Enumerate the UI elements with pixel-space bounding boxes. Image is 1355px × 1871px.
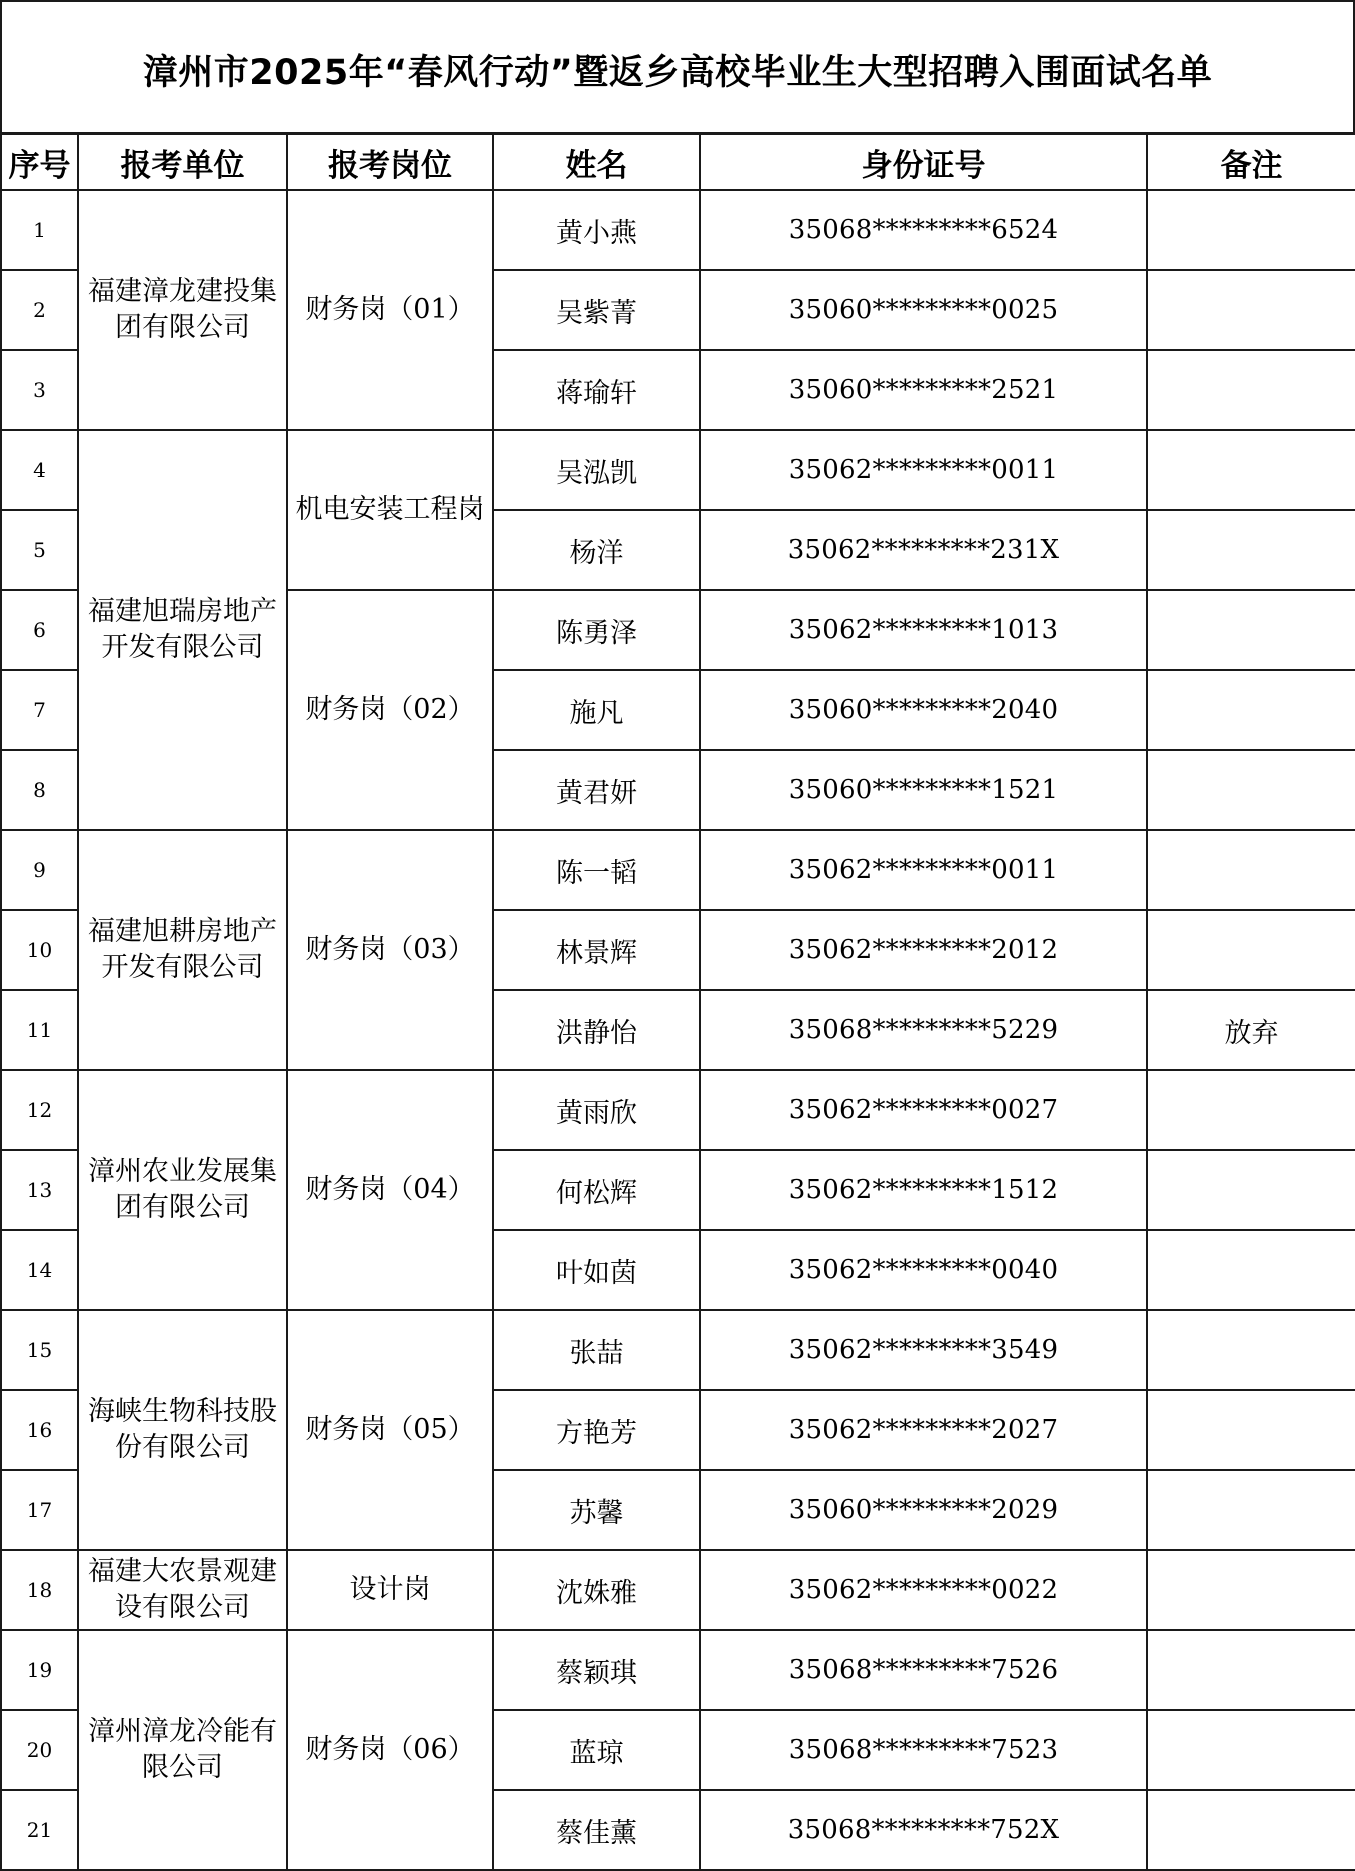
post-cell: 财务岗（01） <box>287 190 493 430</box>
name-cell: 蔡颖琪 <box>493 1630 700 1710</box>
header-row <box>1 134 1355 190</box>
id-cell: 35068*********7523 <box>700 1710 1147 1790</box>
id-cell: 35062*********0040 <box>700 1230 1147 1310</box>
row-number: 5 <box>1 510 78 590</box>
name-cell: 吴紫菁 <box>493 270 700 350</box>
id-cell: 35060*********2521 <box>700 350 1147 430</box>
post-cell: 财务岗（06） <box>287 1630 493 1870</box>
row-number: 21 <box>1 1790 78 1870</box>
note-cell <box>1147 750 1355 830</box>
name-cell: 张喆 <box>493 1310 700 1390</box>
row-number: 14 <box>1 1230 78 1310</box>
id-cell: 35062*********1512 <box>700 1150 1147 1230</box>
row-number: 11 <box>1 990 78 1070</box>
unit-cell: 福建大农景观建设有限公司 <box>78 1550 287 1630</box>
table-row <box>1 830 1355 910</box>
row-number: 18 <box>1 1550 78 1630</box>
note-cell <box>1147 1470 1355 1550</box>
post-cell: 财务岗（04） <box>287 1070 493 1310</box>
row-number: 10 <box>1 910 78 990</box>
row-number: 9 <box>1 830 78 910</box>
row-number: 1 <box>1 190 78 270</box>
name-cell: 苏馨 <box>493 1470 700 1550</box>
row-number: 17 <box>1 1470 78 1550</box>
note-cell <box>1147 1710 1355 1790</box>
row-number: 7 <box>1 670 78 750</box>
unit-cell: 福建旭耕房地产开发有限公司 <box>78 830 287 1070</box>
post-cell: 财务岗（02） <box>287 590 493 830</box>
id-cell: 35068*********6524 <box>700 190 1147 270</box>
name-cell: 洪静怡 <box>493 990 700 1070</box>
table-row <box>1 1310 1355 1390</box>
row-number: 16 <box>1 1390 78 1470</box>
row-number: 8 <box>1 750 78 830</box>
unit-cell: 漳州漳龙冷能有限公司 <box>78 1630 287 1870</box>
page-title: 漳州市2025年“春风行动”暨返乡高校毕业生大型招聘入围面试名单 <box>142 53 1213 93</box>
note-cell <box>1147 190 1355 270</box>
unit-cell: 福建漳龙建投集团有限公司 <box>78 190 287 430</box>
id-cell: 35062*********0022 <box>700 1550 1147 1630</box>
note-cell <box>1147 350 1355 430</box>
name-cell: 吴泓凯 <box>493 430 700 510</box>
id-cell: 35062*********0011 <box>700 830 1147 910</box>
name-cell: 何松辉 <box>493 1150 700 1230</box>
header-name: 姓名 <box>493 134 700 190</box>
table-row <box>1 430 1355 510</box>
name-cell: 黄雨欣 <box>493 1070 700 1150</box>
interview-roster-table <box>0 133 1355 1871</box>
unit-cell: 漳州农业发展集团有限公司 <box>78 1070 287 1310</box>
row-number: 3 <box>1 350 78 430</box>
id-cell: 35062*********231X <box>700 510 1147 590</box>
unit-cell: 海峡生物科技股份有限公司 <box>78 1310 287 1550</box>
post-cell: 财务岗（03） <box>287 830 493 1070</box>
note-cell <box>1147 430 1355 510</box>
row-number: 2 <box>1 270 78 350</box>
name-cell: 叶如茵 <box>493 1230 700 1310</box>
note-cell <box>1147 510 1355 590</box>
post-cell: 设计岗 <box>287 1550 493 1630</box>
id-cell: 35060*********2029 <box>700 1470 1147 1550</box>
id-cell: 35060*********1521 <box>700 750 1147 830</box>
header-unit: 报考单位 <box>78 134 287 190</box>
note-cell <box>1147 830 1355 910</box>
header-post: 报考岗位 <box>287 134 493 190</box>
name-cell: 方艳芳 <box>493 1390 700 1470</box>
row-number: 19 <box>1 1630 78 1710</box>
row-number: 13 <box>1 1150 78 1230</box>
id-cell: 35062*********2012 <box>700 910 1147 990</box>
note-cell <box>1147 1070 1355 1150</box>
row-number: 12 <box>1 1070 78 1150</box>
header-note: 备注 <box>1147 134 1355 190</box>
id-cell: 35062*********0011 <box>700 430 1147 510</box>
note-cell <box>1147 670 1355 750</box>
note-cell <box>1147 590 1355 670</box>
row-number: 20 <box>1 1710 78 1790</box>
id-cell: 35060*********0025 <box>700 270 1147 350</box>
name-cell: 沈姝雅 <box>493 1550 700 1630</box>
row-number: 4 <box>1 430 78 510</box>
row-number: 6 <box>1 590 78 670</box>
header-no: 序号 <box>1 134 78 190</box>
unit-cell: 福建旭瑞房地产开发有限公司 <box>78 430 287 830</box>
name-cell: 陈勇泽 <box>493 590 700 670</box>
note-cell <box>1147 1230 1355 1310</box>
id-cell: 35060*********2040 <box>700 670 1147 750</box>
id-cell: 35062*********2027 <box>700 1390 1147 1470</box>
name-cell: 施凡 <box>493 670 700 750</box>
name-cell: 杨洋 <box>493 510 700 590</box>
note-cell <box>1147 1390 1355 1470</box>
name-cell: 蔡佳薰 <box>493 1790 700 1870</box>
note-cell <box>1147 1310 1355 1390</box>
id-cell: 35062*********0027 <box>700 1070 1147 1150</box>
name-cell: 黄君妍 <box>493 750 700 830</box>
note-cell <box>1147 270 1355 350</box>
row-number: 15 <box>1 1310 78 1390</box>
post-cell: 财务岗（05） <box>287 1310 493 1550</box>
table-row <box>1 1630 1355 1710</box>
post-cell: 机电安装工程岗 <box>287 430 493 590</box>
name-cell: 蒋瑜轩 <box>493 350 700 430</box>
title-box <box>0 0 1355 134</box>
name-cell: 黄小燕 <box>493 190 700 270</box>
id-cell: 35062*********1013 <box>700 590 1147 670</box>
id-cell: 35062*********3549 <box>700 1310 1147 1390</box>
name-cell: 蓝琼 <box>493 1710 700 1790</box>
note-cell <box>1147 910 1355 990</box>
note-cell <box>1147 1150 1355 1230</box>
table-row <box>1 1550 1355 1630</box>
note-cell: 放弃 <box>1147 990 1355 1070</box>
note-cell <box>1147 1630 1355 1710</box>
id-cell: 35068*********7526 <box>700 1630 1147 1710</box>
note-cell <box>1147 1790 1355 1870</box>
table-row <box>1 190 1355 270</box>
id-cell: 35068*********5229 <box>700 990 1147 1070</box>
header-id: 身份证号 <box>700 134 1147 190</box>
table-row <box>1 1070 1355 1150</box>
name-cell: 陈一韬 <box>493 830 700 910</box>
note-cell <box>1147 1550 1355 1630</box>
name-cell: 林景辉 <box>493 910 700 990</box>
id-cell: 35068*********752X <box>700 1790 1147 1870</box>
